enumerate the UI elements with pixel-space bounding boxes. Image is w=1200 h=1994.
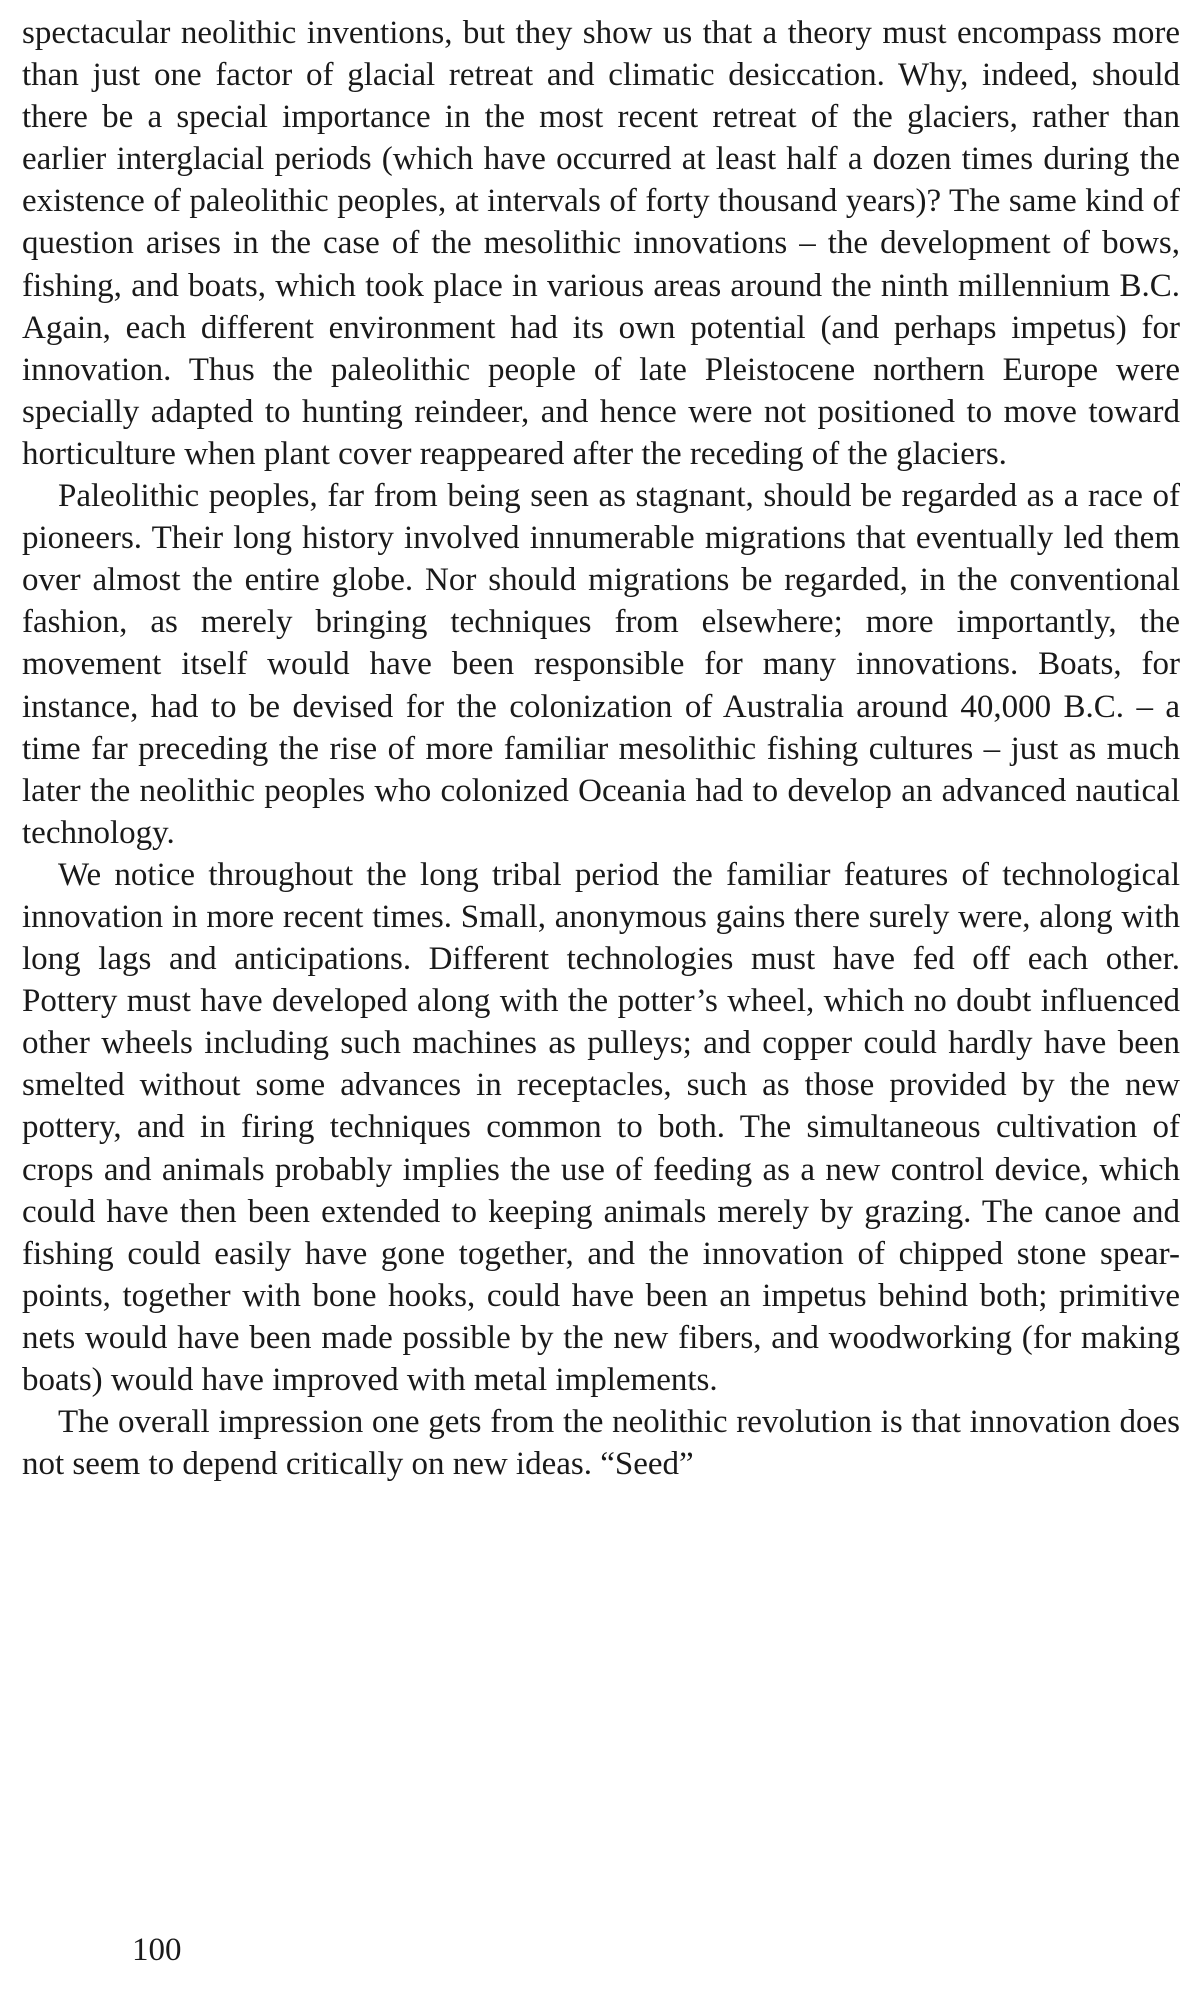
paragraph-4: The overall impression one gets from the neolithic revolution is that innovation does not seem to depend critically on new ideas. “Seed” [22, 1404, 1180, 1483]
paragraph-2: Paleolithic peoples, far from being seen as stagnant, should be regarded as a race of pioneers. Their long history involved innumerable migrations that eventually led them over almost the entire globe. Nor should migrations be regarded, in the conventional fashion, as merely bringing techniques from elsewhere; more importantly, the movement itself would have been responsible for many innovations. Boats, for instance, had to be devised for the colonization of Australia around 40,000 B.C. – a time far preceding the rise of more familiar mesolithic fishing cultures – just as much later the neolithic peoples who colonized Oceania had to develop an advanced nautical technology. [22, 478, 1180, 851]
page-number: 100 [132, 1932, 182, 1968]
paragraph-3: We notice throughout the long tribal period the familiar features of technological innovation in more recent times. Small, anonymous gains there surely were, along with long lags and anticipations. Different technologies must have fed off each other. Pottery must have developed along with the potter’s wheel, which no doubt influenced other wheels including such machines as pulleys; and copper could hardly have been smelted without some advances in receptacles, such as those provided by the new pottery, and in firing techniques common to both. The simultaneous cultivation of crops and animals probably implies the use of feeding as a new control device, which could have then been extended to keeping animals merely by grazing. The canoe and fishing could easily have gone together, and the innovation of chipped stone spear-points, together with bone hooks, could have been an impetus behind both; primitive nets would have been made possible by the new fibers, and woodworking (for making boats) would have improved with metal implements. [22, 856, 1180, 1398]
paragraph-1: spectacular neolithic inventions, but they show us that a theory must encompass more than just one factor of glacial retreat and climatic desiccation. Why, indeed, should there be a special importance in the most recent retreat of the glaciers, rather than earlier interglacial periods (which have occurred at least half a dozen times during the existence of paleolithic peoples, at intervals of forty thousand years)? The same kind of question arises in the case of the mesolithic innovations – the development of bows, fishing, and boats, which took place in various areas around the ninth millennium B.C. Again, each different environment had its own potential (and perhaps impetus) for innovation. Thus the paleolithic people of late Pleistocene northern Europe were specially adapted to hunting reindeer, and hence were not positioned to move toward horticulture when plant cover reappeared after the receding of the glaciers. [22, 15, 1180, 472]
book-page [22, 12, 1180, 1972]
